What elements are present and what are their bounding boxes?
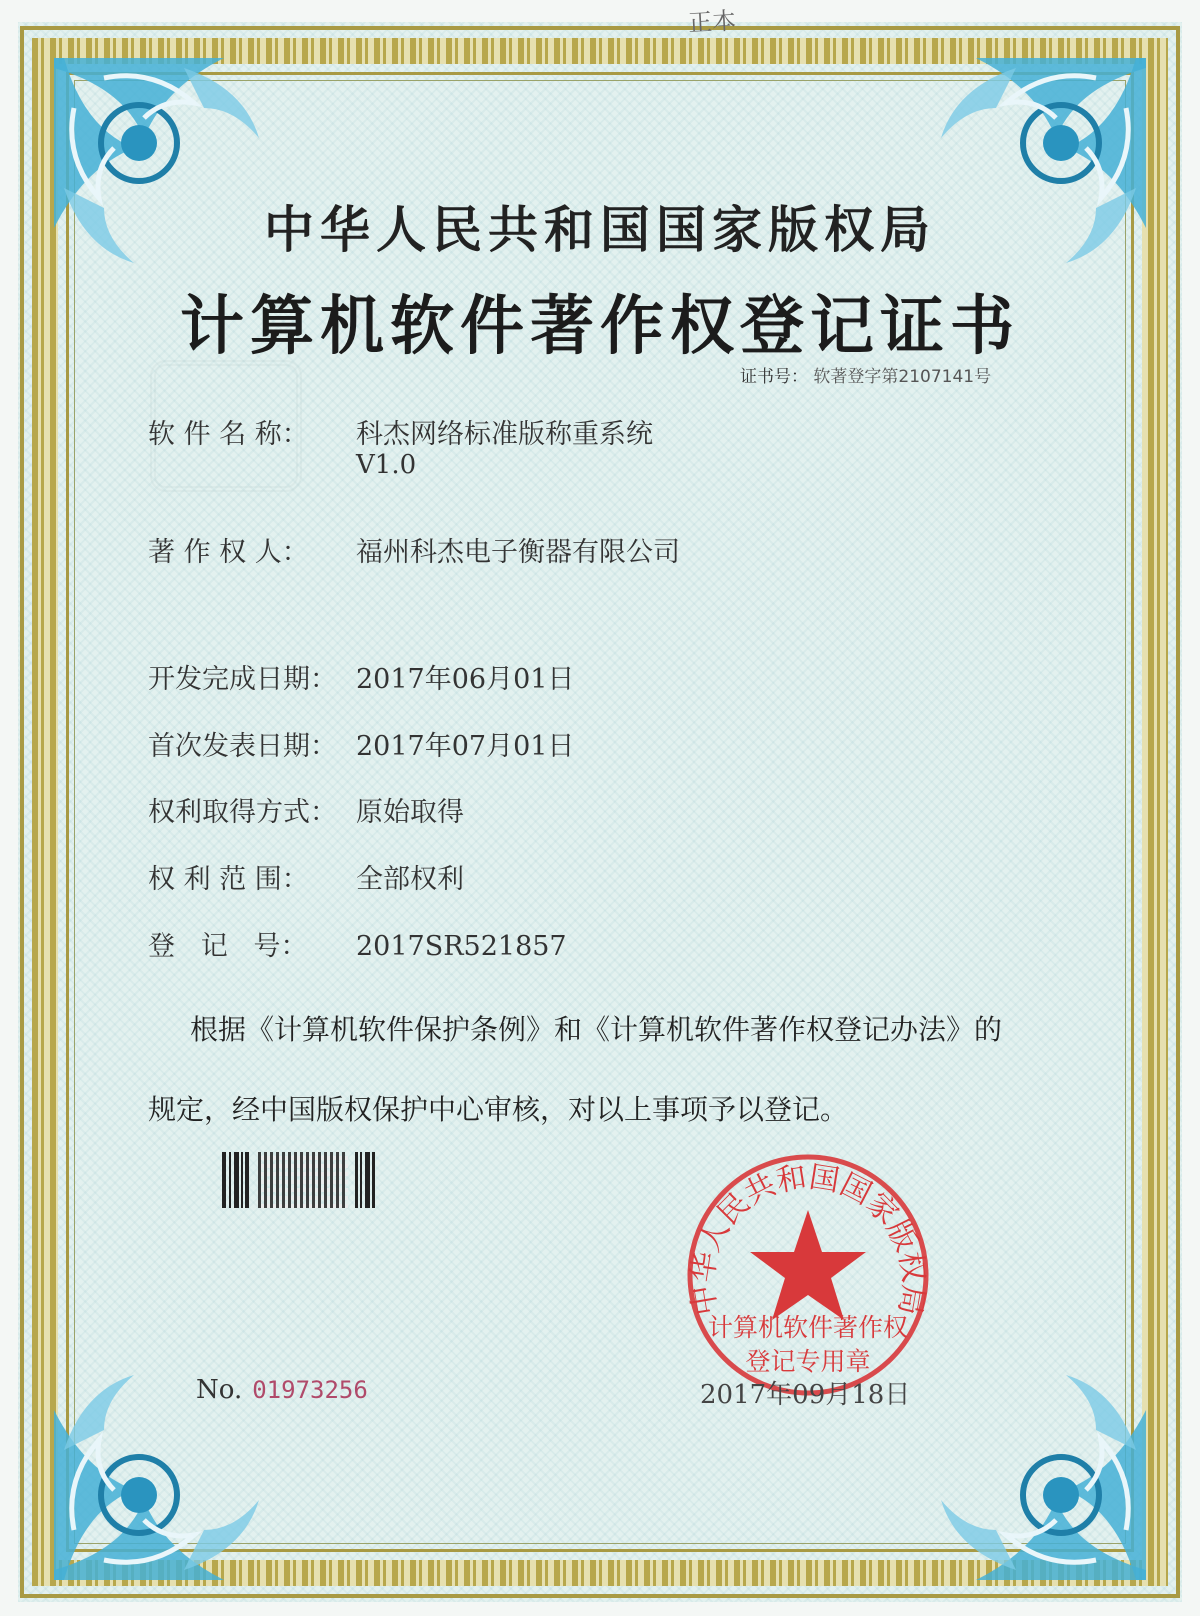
official-seal [683,1150,933,1400]
serial-prefix: No. [196,1375,243,1405]
seal-ring-text: 中华人民共和国国家版权局 [685,1159,931,1318]
field-copyright-owner [148,530,680,569]
serial-number [196,1375,368,1405]
field-value: 原始取得 [356,797,464,828]
field-value: 2017年06月01日 [356,664,575,695]
certificate-number [740,362,991,387]
field-label: 首次发表日期： [148,731,337,762]
field-value: 2017年07月01日 [356,731,575,762]
corner-ornament-icon [906,1340,1156,1590]
field-value: 福州科杰电子衡器有限公司 [356,537,680,568]
statement-line-2: 规定，经中国版权保护中心审核，对以上事项予以登记。 [148,1093,849,1126]
statement-line-1: 根据《计算机软件保护条例》和《计算机软件著作权登记办法》的 [190,1013,1003,1046]
field-label: 开发完成日期： [148,664,337,695]
code-pattern-icon [258,1152,348,1208]
field-label: 著 作 权 人： [148,537,309,568]
certificate-number-label: 证书号： [740,367,808,387]
certificate-title: 计算机软件著作权登记证书 [180,289,1020,364]
field-label: 软 件 名 称： [148,419,309,450]
seal-line-2: 登记专用章 [745,1347,871,1376]
field-label: 权 利 范 围： [148,864,309,895]
issuing-authority: 中华人民共和国国家版权局 [264,200,936,259]
field-value: 全部权利 [356,864,464,895]
serial-value: 01973256 [252,1376,368,1404]
field-acquisition-method [148,790,464,829]
field-value: 2017SR521857 [356,931,567,962]
field-value: 科杰网络标准版称重系统 [356,419,653,450]
seal-line-1: 计算机软件著作权 [707,1313,908,1342]
field-registration-number [148,924,567,963]
field-dev-completion-date [148,657,574,696]
field-label: 权利取得方式： [148,797,337,828]
software-version: V1.0 [356,450,417,480]
field-first-publish-date [148,724,574,763]
star-icon [750,1210,866,1320]
field-label: 登 记 号： [148,931,308,962]
field-software-name [148,412,653,451]
field-rights-scope [148,857,464,896]
handwritten-note: 正本 [687,6,737,38]
issue-date: 2017年09月18日 [700,1380,911,1410]
certificate-number-value: 软著登字第2107141号 [813,367,992,387]
